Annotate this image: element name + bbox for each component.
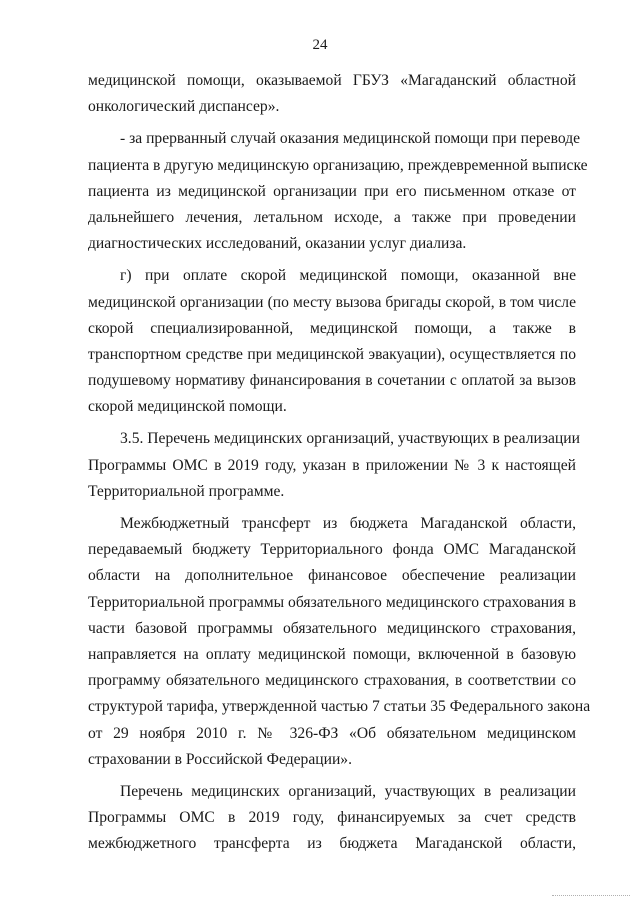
text-line: медицинской помощи, оказываемой ГБУЗ «Магаданский областной [88,72,576,89]
text-line: скорой медицинской помощи. [88,398,287,416]
paragraph [88,126,588,257]
text-line: Перечень медицинских организаций, участвующих в реализации [120,782,576,800]
scan-artifact [552,895,630,899]
text-line: Территориальной программе. [88,482,285,500]
text-line: скорой специализированной, медицинской помощи, а также в [88,319,576,337]
text-line: Программы ОМС в 2019 году, финансируемых за счет средств [88,809,576,827]
page-number: 24 [312,37,328,53]
text-line: программу обязательного медицинского страхования, в соответствии со [88,672,576,690]
text-line: области на дополнительное финансовое обеспечение реализации [88,567,576,585]
text-line: Территориальной программы обязательного медицинского страхования в [88,593,576,611]
text-line: передаваемый бюджету Территориального фонда ОМС Магаданской [88,541,576,559]
text-line: пациента в другую медицинскую организацию, преждевременной выписке [88,156,588,174]
document-body [88,68,591,857]
paragraph [88,426,580,505]
text-line: г) при оплате скорой медицинской помощи, оказанной вне [120,267,576,285]
text-line: подушевому нормативу финансирования в сочетании с оплатой за вызов [88,372,576,390]
text-line: структурой тарифа, утвержденной частью 7 статьи 35 Федерального закона [88,698,591,716]
text-line: 3.5. Перечень медицинских организаций, участвующих в реализации [120,430,580,448]
text-line: - за прерванный случай оказания медицинской помощи при переводе [120,130,581,148]
paragraph [88,263,576,420]
text-line: медицинской организации (по месту вызова бригады скорой, в том числе [88,293,576,311]
text-line: межбюджетного трансферта из бюджета Магаданской области, [88,835,576,853]
paragraph [88,68,576,120]
text-line: дальнейшего лечения, летальном исходе, а также при проведении [88,208,576,226]
paragraph [88,779,576,858]
paragraph [88,511,591,773]
text-line: транспортном средстве при медицинской эвакуации), осуществляется по [88,345,576,363]
text-line: онкологический диспансер». [88,98,280,116]
text-line: диагностических исследований, оказании услуг диализа. [88,235,467,253]
text-line: части базовой программы обязательного медицинского страхования, [88,619,576,637]
text-line: Программы ОМС в 2019 году, указан в приложении № 3 к настоящей [88,456,576,474]
text-line: Межбюджетный трансферт из бюджета Магаданской области, [120,515,576,532]
text-line: страховании в Российской Федерации». [88,750,353,768]
text-line: от 29 ноября 2010 г. № 326-ФЗ «Об обязательном медицинском [88,724,576,742]
text-line: пациента из медицинской организации при его письменном отказе от [88,182,576,200]
text-line: направляется на оплату медицинской помощи, включенной в базовую [88,645,576,663]
